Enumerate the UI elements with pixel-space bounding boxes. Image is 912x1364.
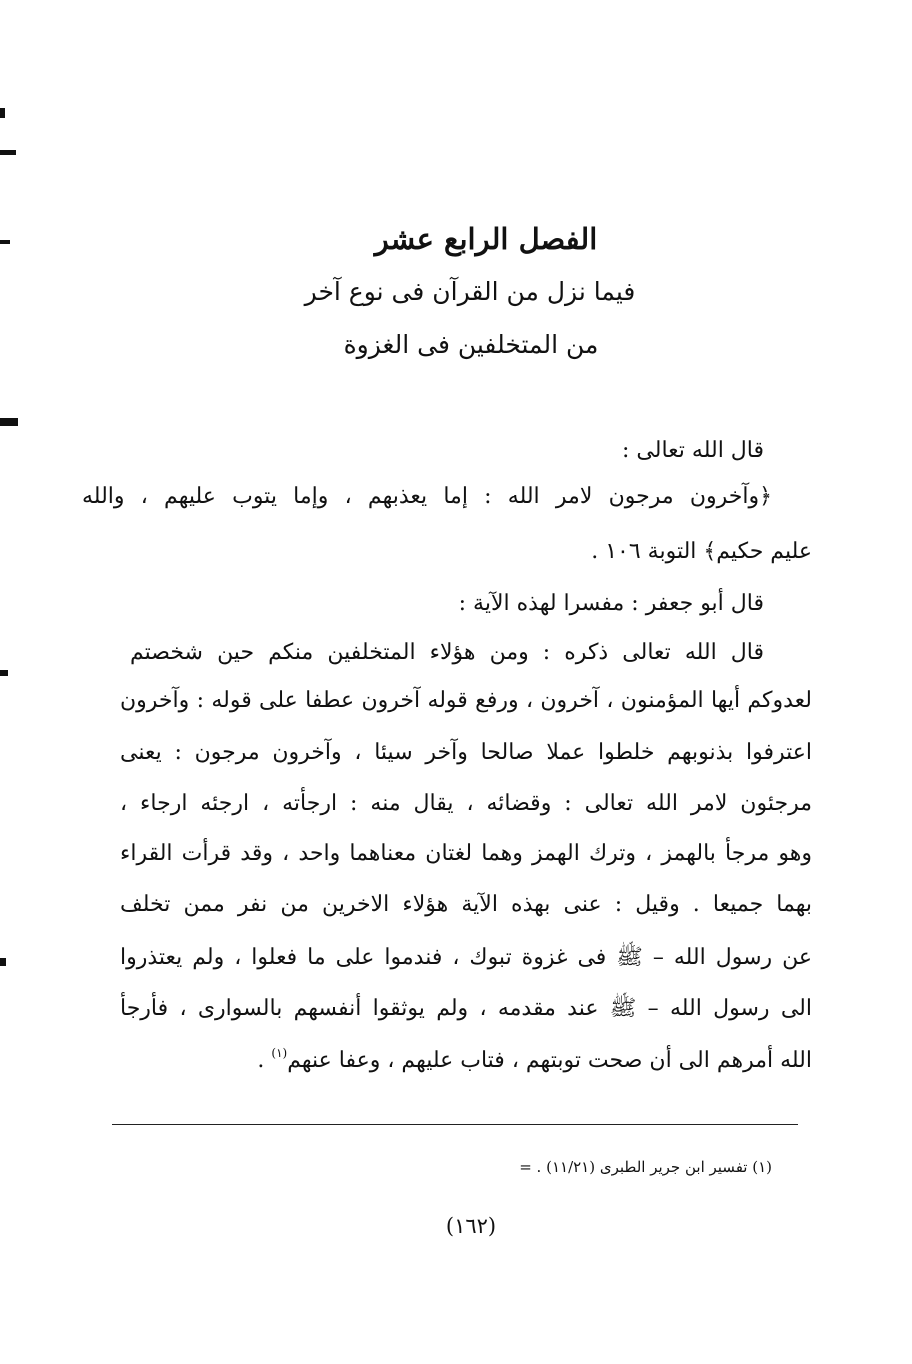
chapter-title: الفصل الرابع عشر	[374, 222, 598, 256]
chapter-subtitle-line-2: من المتخلفين فى الغزوة	[343, 330, 599, 359]
scan-edge-mark	[0, 670, 8, 676]
scan-edge-mark	[0, 958, 6, 966]
body-line: الى رسول الله – ﷺ عند مقدمه ، ولم يوثقوا أنفسهم بالسوارى ، فأرجأ	[120, 996, 812, 1021]
body-line: قال أبو جعفر : مفسرا لهذه الآية :	[458, 591, 764, 616]
body-line: قال الله تعالى ذكره : ومن هؤلاء المتخلفين منكم حين شخصتم	[130, 640, 764, 665]
body-line: بهما جميعا . وقيل : عنى بهذه الآية هؤلاء الاخرين من نفر ممن تخلف	[120, 892, 812, 917]
body-line-last	[257, 1046, 812, 1073]
body-line: عن رسول الله – ﷺ فى غزوة تبوك ، فندموا على ما فعلوا ، ولم يعتذروا	[120, 945, 812, 970]
body-line: وهو مرجأ بالهمز ، وترك الهمز وهما لغتان معناهما واحد ، وقد قرأت القراء	[120, 841, 812, 866]
footnote-divider	[112, 1124, 798, 1125]
body-line: ﴿وآخرون مرجون لامر الله : إما يعذبهم ، وإما يتوب عليهم ، والله	[82, 484, 772, 509]
body-text	[82, 0, 812, 1100]
body-line: لعدوكم أيها المؤمنون ، آخرون ، ورفع قوله آخرون عطفا على قوله : وآخرون	[120, 688, 812, 713]
body-line: قال الله تعالى :	[622, 438, 764, 463]
body-line: عليم حكيم﴾ التوبة ١٠٦ .	[591, 539, 812, 564]
body-line-period: .	[257, 1048, 265, 1073]
scan-edge-mark	[0, 108, 5, 118]
scan-edge-mark	[0, 418, 18, 426]
body-line-text: الله أمرهم الى أن صحت توبتهم ، فتاب عليهم ، وعفا عنهم	[287, 1048, 812, 1073]
scan-edge-mark	[0, 150, 16, 155]
body-line: مرجئون لامر الله تعالى : وقضائه ، يقال منه : ارجأته ، ارجئه ارجاء ،	[120, 791, 812, 816]
chapter-subtitle-line-1: فيما نزل من القرآن فى نوع آخر	[304, 277, 636, 306]
footnote: (١) تفسير ابن جرير الطبرى (١١/٢١) . =	[519, 1158, 772, 1176]
body-line: اعترفوا بذنوبهم خلطوا عملا صالحا وآخر سيئا ، وآخرون مرجون : يعنى	[120, 740, 812, 765]
page-number: (١٦٢)	[445, 1214, 497, 1238]
footnote-reference: (١)	[271, 1046, 288, 1060]
